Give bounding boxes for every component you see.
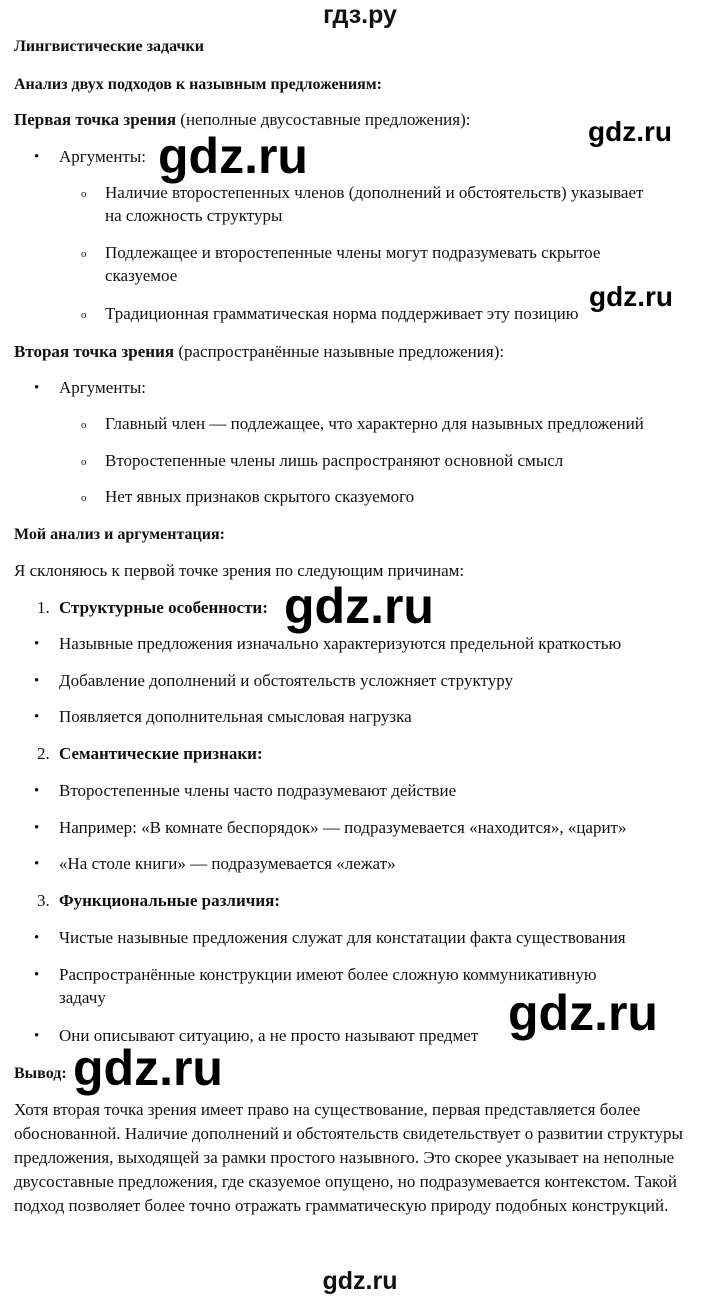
site-header: гдз.ру	[323, 1, 397, 29]
section-title: Функциональные различия:	[59, 891, 280, 910]
section-number: 1.	[37, 598, 50, 617]
list-item-continuation: сказуемое	[105, 266, 178, 285]
list-item: Второстепенные члены лишь распространяют основной смысл	[105, 451, 564, 470]
conclusion-text: Хотя вторая точка зрения имеет право на существование, первая представляется более обоснованной. Наличие дополнений и обстоятельств свидетельствует о развитии структуры предложения, выходящей за рамки простого назывного. Это скорее указывает на неполные двусоставные предложения, где сказуемое опущено, но подразумевается контекстом. Такой подход позволяет более точно отражать грамматическую природу подобных конструкций.	[14, 1100, 683, 1215]
list-item: Подлежащее и второстепенные члены могут подразумевать скрытое	[105, 243, 601, 262]
circle-bullet-icon: o	[81, 188, 87, 200]
view1-args-label: Аргументы:	[59, 147, 147, 166]
circle-bullet-icon: o	[81, 309, 87, 321]
bullet-icon: •	[34, 820, 40, 836]
view1-title: Первая точка зрения	[14, 110, 177, 129]
watermark: gdz.ru	[508, 985, 658, 1041]
my-analysis-intro: Я склоняюсь к первой точке зрения по следующим причинам:	[14, 561, 465, 580]
bullet-icon: •	[34, 967, 40, 983]
list-item: Главный член — подлежащее, что характерно для назывных предложений	[105, 414, 644, 433]
analysis-title: Анализ двух подходов к назывным предложениям:	[14, 76, 382, 93]
bullet-icon: •	[34, 380, 40, 396]
watermark: gdz.ru	[158, 128, 308, 184]
circle-bullet-icon: o	[81, 248, 87, 260]
view1-note: (неполные двусоставные предложения):	[176, 110, 471, 129]
view2-note: (распространённые назывные предложения):	[174, 342, 505, 361]
section-title: Лингвистические задачки	[14, 38, 204, 55]
list-item: Распространённые конструкции имеют более сложную коммуникативную	[59, 965, 597, 984]
list-item: Традиционная грамматическая норма поддерживает эту позицию	[105, 304, 579, 323]
list-item: Назывные предложения изначально характеризуются предельной краткостью	[59, 634, 622, 653]
watermark: gdz.ru	[589, 281, 673, 312]
section-number: 2.	[37, 744, 50, 763]
bullet-icon: •	[34, 1028, 40, 1044]
list-item-continuation: задачу	[59, 988, 106, 1007]
section-number: 3.	[37, 891, 50, 910]
circle-bullet-icon: o	[81, 492, 87, 504]
list-item-continuation: на сложность структуры	[105, 206, 283, 225]
list-item: Например: «В комнате беспорядок» — подразумевается «находится», «царит»	[59, 818, 627, 837]
list-item: Второстепенные члены часто подразумевают действие	[59, 781, 457, 800]
watermark: gdz.ru	[284, 578, 434, 634]
view2-title: Вторая точка зрения	[14, 342, 175, 361]
bullet-icon: •	[34, 149, 40, 165]
list-item: Добавление дополнений и обстоятельств усложняет структуру	[59, 671, 513, 690]
list-item: Наличие второстепенных членов (дополнений и обстоятельств) указывает	[105, 183, 644, 202]
watermark: gdz.ru	[588, 116, 672, 147]
list-item: Появляется дополнительная смысловая нагрузка	[59, 707, 412, 726]
section-title: Семантические признаки:	[59, 744, 263, 763]
conclusion-title: Вывод:	[14, 1065, 67, 1082]
my-analysis-title: Мой анализ и аргументация:	[14, 526, 225, 543]
bullet-icon: •	[34, 673, 40, 689]
bullet-icon: •	[34, 783, 40, 799]
view2-heading	[14, 341, 504, 363]
site-footer: gdz.ru	[322, 1267, 398, 1295]
watermark: gdz.ru	[73, 1040, 223, 1096]
list-item: Нет явных признаков скрытого сказуемого	[105, 487, 415, 506]
bullet-icon: •	[34, 709, 40, 725]
bullet-icon: •	[34, 930, 40, 946]
bullet-icon: •	[34, 856, 40, 872]
circle-bullet-icon: o	[81, 456, 87, 468]
bullet-icon: •	[34, 636, 40, 652]
list-item: Чистые назывные предложения служат для констатации факта существования	[59, 928, 626, 947]
view2-args-label: Аргументы:	[59, 378, 147, 397]
list-item: «На столе книги» — подразумевается «лежат»	[59, 854, 396, 873]
list-item: Они описывают ситуацию, а не просто называют предмет	[59, 1026, 479, 1045]
circle-bullet-icon: o	[81, 419, 87, 431]
section-title: Структурные особенности:	[59, 598, 268, 617]
